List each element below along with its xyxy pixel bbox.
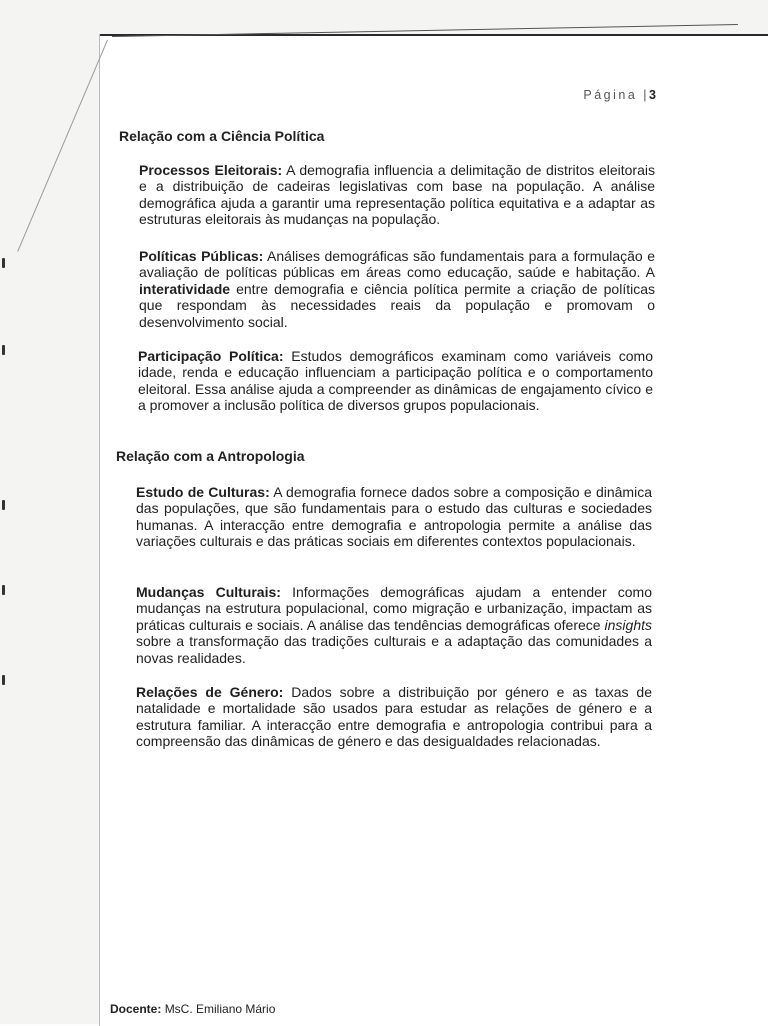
paragraph-politicas-publicas [139, 248, 655, 330]
paragraph-text: Estudos demográficos examinam como variáveis como idade, renda e educação influenciam a participação política e o comportamento eleitoral. Essa análise ajuda a compreender as dinâmicas de engajamento cívico e a promover a inclusão política de diversos grupos populacionais. [138, 348, 653, 414]
page-footer [110, 1002, 275, 1016]
paragraph-estudo-de-culturas [136, 484, 652, 550]
paragraph-text: Análises demográficas são fundamentais para a formulação e avaliação de políticas públicas em áreas como educação, saúde e habitação. A [139, 248, 655, 281]
binding-hole-mark [2, 675, 5, 685]
paragraph-lead: Estudo de Culturas: [136, 484, 270, 500]
section-title-antropologia: Relação com a Antropologia [116, 448, 305, 464]
paragraph-text: A demografia influencia a delimitação de distritos eleitorais e a distribuição de cadeiras legislativas com base na população. A análise demográfica ajuda a garantir uma representação política equitativa e a adaptar as estruturas eleitorais às mudanças na população. [139, 162, 655, 228]
paragraph-text: entre demografia e ciência política permite a criação de políticas que respondam às necessidades reais da população e promovam o desenvolvimento social. [139, 280, 655, 330]
binding-hole-mark [2, 500, 5, 510]
page-number: 3 [649, 88, 656, 102]
paragraph-lead: Mudanças Culturais: [136, 584, 281, 600]
paragraph-emphasis: interatividade [139, 280, 231, 297]
paragraph-processos-eleitorais [139, 162, 655, 228]
paragraph-text: A demografia fornece dados sobre a composição e dinâmica das populações, que são fundamentais para o estudo das culturas e sociedades humanas. A interacção entre demografia e antropologia permite a análise das variações culturais e das práticas sociais em diferentes contextos populacionais. [136, 484, 652, 550]
paragraph-participacao-politica [138, 348, 653, 414]
paragraph-lead: Participação Política: [138, 348, 284, 364]
paragraph-lead: Processos Eleitorais: [139, 162, 283, 178]
paragraph-text: Informações demográficas ajudam a entender como mudanças na estrutura populacional, como migração e urbanização, impactam as práticas culturais e sociais. A análise das tendências demográficas oferece [136, 584, 652, 633]
paragraph-mudancas-culturais [136, 584, 652, 666]
section-title-ciencia-politica: Relação com a Ciência Política [119, 128, 325, 144]
paragraph-text: sobre a transformação das tradições culturais e a adaptação das comunidades a novas realidades. [136, 633, 652, 666]
binding-hole-mark [2, 585, 5, 595]
paragraph-lead: Relações de Género: [136, 684, 284, 700]
paragraph-lead: Políticas Públicas: [139, 248, 264, 264]
page-number-header [583, 88, 656, 102]
binding-hole-mark [2, 345, 5, 355]
paragraph-text: Dados sobre a distribuição por género e as taxas de natalidade e mortalidade são usados para estudar as relações de género e a estrutura familiar. A interacção entre demografia e antropologia contribui para a compreensão das dinâmicas de género e das desigualdades relacionadas. [136, 684, 652, 750]
footer-teacher-name: MsC. Emiliano Mário [164, 1002, 276, 1016]
page-separator: | [643, 88, 650, 102]
footer-label: Docente: [110, 1002, 162, 1016]
paragraph-italic: insights [604, 616, 652, 633]
paragraph-relacoes-de-genero [136, 684, 652, 750]
page-label: Página [583, 88, 638, 102]
binding-hole-mark [2, 258, 5, 268]
